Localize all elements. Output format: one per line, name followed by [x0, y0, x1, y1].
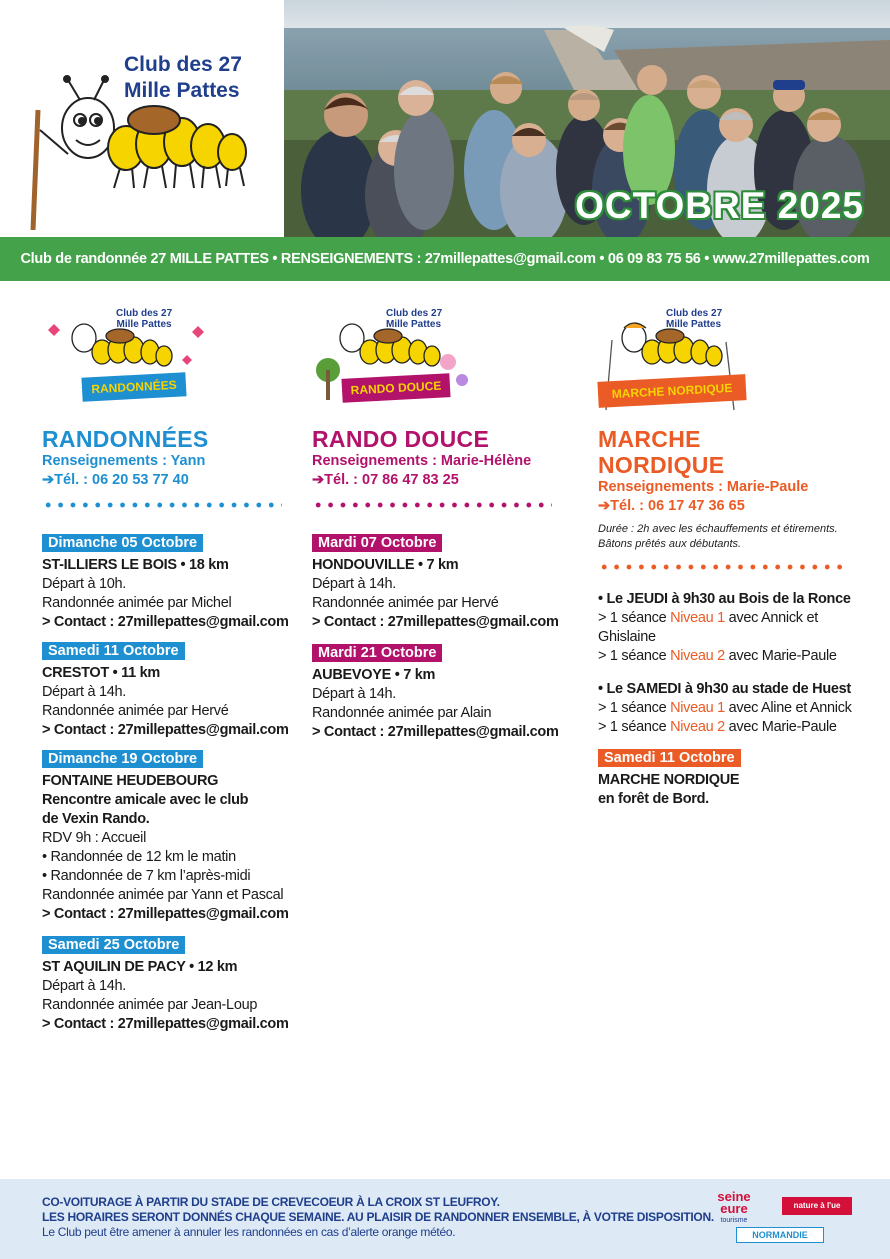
event-detail: Randonnée animée par Alain [312, 705, 492, 721]
event-item [42, 632, 292, 740]
column-rando-douce [312, 300, 572, 742]
section-phone: ➔Tél. : 06 17 47 36 65 [598, 498, 745, 514]
poles-note: Bâtons prêtés aux débutants. [598, 538, 742, 550]
event-item [42, 924, 292, 1034]
event-item [312, 632, 572, 742]
section-phone: ➔Tél. : 06 20 53 77 40 [42, 472, 189, 488]
event-detail: Randonnée animée par Hervé [42, 703, 229, 719]
dotted-divider [598, 562, 848, 572]
event-detail: Départ à 14h. [312, 686, 396, 702]
event-date: Mardi 21 Octobre [312, 644, 442, 662]
event-detail: • Randonnée de 7 km l’après-midi [42, 868, 251, 884]
caterpillar-mascot-icon [28, 70, 268, 230]
session-line: > 1 séance Niveau 1 avec Aline et Annick [598, 700, 852, 716]
event-title: CRESTOT • 11 km [42, 665, 160, 681]
event-list [312, 520, 572, 742]
event-detail: • Randonnée de 12 km le matin [42, 849, 236, 865]
month-title: OCTOBRE 2025 [575, 185, 864, 226]
randonnees-badge [42, 300, 292, 418]
badge-label: RANDONNÉES [81, 372, 186, 401]
badge-label: MARCHE NORDIQUE [597, 374, 746, 408]
event-title: MARCHE NORDIQUE [598, 772, 740, 788]
event-title: ST-ILLIERS LE BOIS • 18 km [42, 557, 229, 573]
event-date: Samedi 11 Octobre [598, 749, 741, 767]
event-item [42, 740, 292, 924]
session-line: > 1 séance Niveau 2 avec Marie-Paule [598, 719, 837, 735]
column-randonnees [42, 300, 292, 1034]
column-marche-nordique [598, 300, 868, 809]
seine-eure-logo: seine eure tourisme [717, 1189, 751, 1224]
event-contact-link[interactable]: > Contact : 27millepattes@gmail.com [42, 614, 289, 630]
section-contact: Renseignements : Marie-Paule [598, 479, 809, 495]
event-detail: RDV 9h : Accueil [42, 830, 146, 846]
event-detail: Randonnée animée par Michel [42, 595, 232, 611]
event-item [312, 520, 572, 632]
event-detail: de Vexin Rando. [42, 811, 150, 827]
section-title: MARCHE NORDIQUE [598, 426, 725, 478]
badge-club-name: Club des 27 Mille Pattes [116, 308, 173, 330]
normandie-logo: NORMANDIE [736, 1227, 824, 1243]
event-contact-link[interactable]: > Contact : 27millepattes@gmail.com [312, 614, 559, 630]
badge-label: RANDO DOUCE [341, 373, 450, 403]
event-title: ST AQUILIN DE PACY • 12 km [42, 959, 238, 975]
event-detail: Rencontre amicale avec le club [42, 792, 249, 808]
section-title: RANDO DOUCE [312, 426, 490, 452]
event-subtitle: en forêt de Bord. [598, 791, 709, 807]
badge-club-name: Club des 27 Mille Pattes [666, 308, 723, 330]
event-title: HONDOUVILLE • 7 km [312, 557, 459, 573]
logo-title: Club des 27 Mille Pattes [124, 53, 242, 102]
badge-club-name: Club des 27 Mille Pattes [386, 308, 443, 330]
event-title: AUBEVOYE • 7 km [312, 667, 436, 683]
event-contact-link[interactable]: > Contact : 27millepattes@gmail.com [42, 722, 289, 738]
event-contact-link[interactable]: > Contact : 27millepattes@gmail.com [42, 1016, 289, 1032]
group-photo [284, 0, 890, 237]
club-logo [0, 0, 284, 237]
section-contact: Renseignements : Marie-Hélène [312, 453, 532, 469]
event-detail: Randonnée animée par Jean-Loup [42, 997, 258, 1013]
event-detail: Départ à 10h. [42, 576, 126, 592]
header [0, 0, 890, 237]
event-item [42, 520, 292, 632]
event-date: Mardi 07 Octobre [312, 534, 442, 552]
event-list [42, 520, 292, 1034]
section-title: RANDONNÉES [42, 426, 209, 452]
event-contact-link[interactable]: > Contact : 27millepattes@gmail.com [42, 906, 289, 922]
session-heading: • Le SAMEDI à 9h30 au stade de Huest [598, 681, 851, 697]
session-line: > 1 séance Niveau 2 avec Marie-Paule [598, 648, 837, 664]
weekly-sessions [598, 590, 868, 809]
session-line: > 1 séance Niveau 1 avec Annick et Ghislaine [598, 610, 818, 645]
event-detail: Randonnée animée par Hervé [312, 595, 499, 611]
section-contact: Renseignements : Yann [42, 453, 206, 469]
event-detail: Randonnée animée par Yann et Pascal [42, 887, 284, 903]
event-date: Samedi 11 Octobre [42, 642, 185, 660]
dotted-divider [312, 500, 552, 510]
footer-notice: CO-VOITURAGE À PARTIR DU STADE DE CREVECOEUR À LA CROIX ST LEUFROY. LES HORAIRES SERONT DONNÉS CHAQUE SEMAINE. AU PLAISIR DE RANDONNER ENSEMBLE, À VOTRE DISPOSITION. Le Club peut être amener à annuler les randonnées en cas d’alerte orange météo. [42, 1195, 714, 1239]
event-date: Samedi 25 Octobre [42, 936, 185, 954]
session-heading: • Le JEUDI à 9h30 au Bois de la Ronce [598, 591, 851, 607]
contact-banner: Club de randonnée 27 MILLE PATTES • RENSEIGNEMENTS : 27millepattes@gmail.com • 06 09 83 75 56 • www.27millepattes.com [0, 237, 890, 281]
event-detail: Départ à 14h. [312, 576, 396, 592]
rando-douce-badge [312, 300, 572, 418]
duration-note: Durée : 2h avec les échauffements et étirements. [598, 523, 838, 535]
event-detail: Départ à 14h. [42, 978, 126, 994]
event-title: FONTAINE HEUDEBOURG [42, 773, 219, 789]
event-contact-link[interactable]: > Contact : 27millepattes@gmail.com [312, 724, 559, 740]
event-date: Dimanche 19 Octobre [42, 750, 203, 768]
dotted-divider [42, 500, 282, 510]
marche-nordique-badge [598, 300, 868, 418]
partner-logos [706, 1191, 866, 1251]
event-detail: Départ à 14h. [42, 684, 126, 700]
footer [0, 1179, 890, 1259]
section-phone: ➔Tél. : 07 86 47 83 25 [312, 472, 459, 488]
nature-logo: nature à l'ue [782, 1197, 852, 1215]
event-date: Dimanche 05 Octobre [42, 534, 203, 552]
